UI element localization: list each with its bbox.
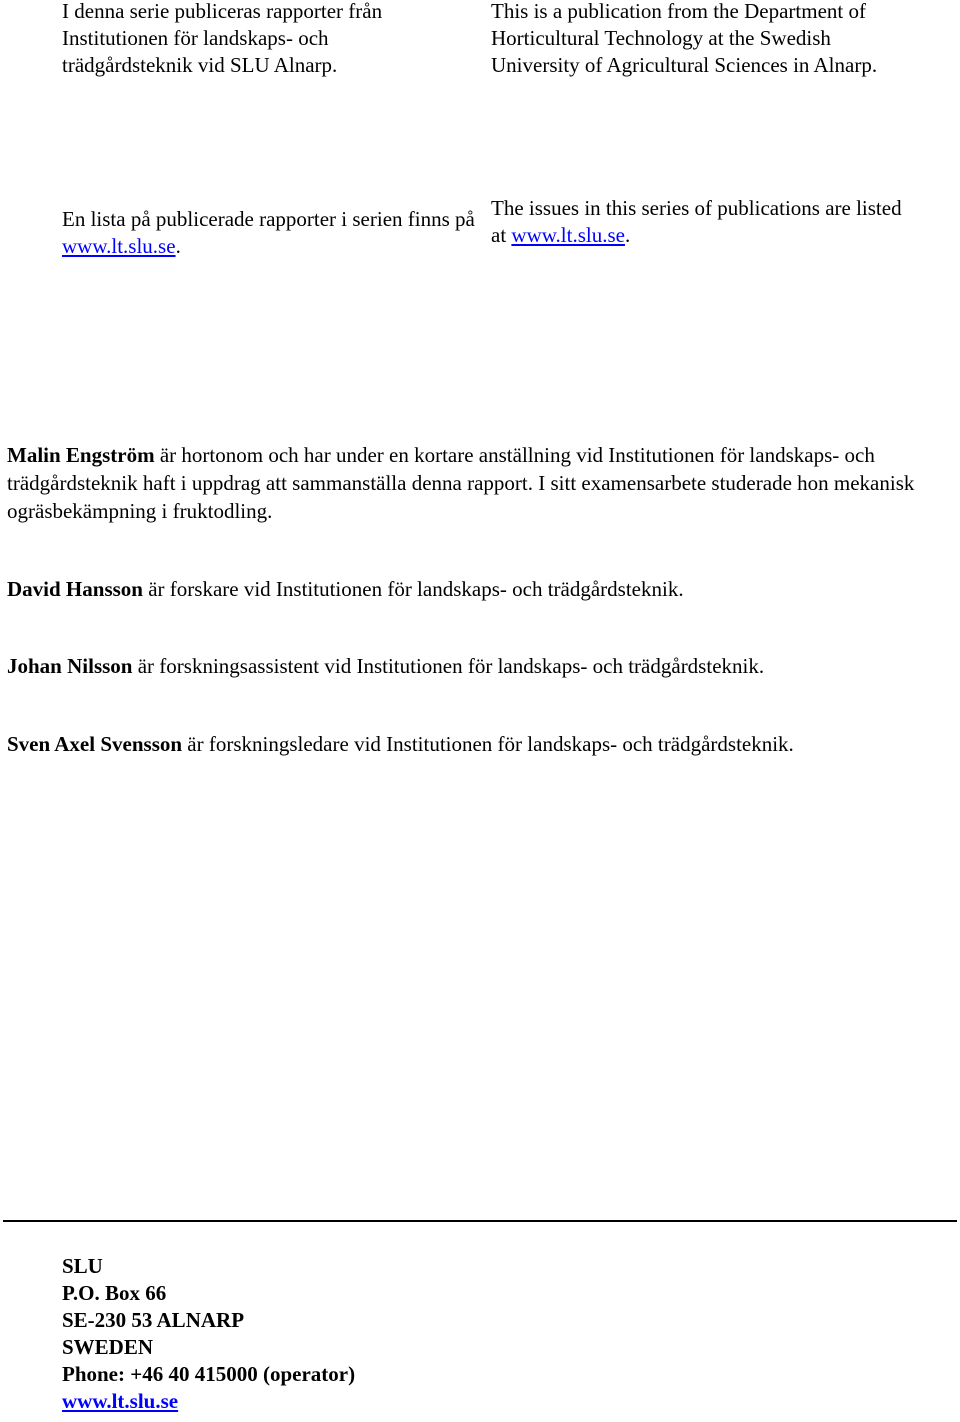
footer-address <box>62 1253 355 1415</box>
publication-list-english-text: The issues in this series of publications are listed at <box>491 196 902 247</box>
footer-divider <box>3 1220 957 1222</box>
footer-website-link[interactable]: www.lt.slu.se <box>62 1389 179 1413</box>
author-bio <box>7 730 952 758</box>
publications-link-swedish[interactable]: www.lt.slu.se <box>62 234 176 258</box>
publication-list-swedish-text: En lista på publicerade rapporter i serien finns på <box>62 207 475 231</box>
author-description: är forskare vid Institutionen för landskaps- och trädgårdsteknik. <box>142 577 684 601</box>
author-bio <box>7 652 952 680</box>
footer-phone: Phone: +46 40 415000 (operator) <box>62 1362 356 1386</box>
author-bio <box>7 575 952 603</box>
author-name: David Hansson <box>7 577 143 601</box>
footer-postal: SE-230 53 ALNARP <box>62 1308 245 1332</box>
footer-po-box: P.O. Box 66 <box>62 1281 167 1305</box>
author-description: är forskningsledare vid Institutionen för landskaps- och trädgårdsteknik. <box>182 732 794 756</box>
publications-link-english[interactable]: www.lt.slu.se <box>511 223 625 247</box>
author-name: Malin Engström <box>7 443 155 467</box>
author-name: Sven Axel Svensson <box>7 732 183 756</box>
author-description: är forskningsassistent vid Institutionen för landskaps- och trädgårdsteknik. <box>132 654 765 678</box>
publication-list-swedish <box>62 206 482 260</box>
publication-list-swedish-period: . <box>175 234 181 258</box>
author-name: Johan Nilsson <box>7 654 133 678</box>
author-bio <box>7 441 952 525</box>
publication-list-english-period: . <box>624 223 631 247</box>
series-info-swedish: I denna serie publiceras rapporter från Institutionen för landskaps- och trädgårdsteknik vid SLU Alnarp. <box>62 0 383 77</box>
publication-list-english <box>491 195 921 249</box>
series-info-english: This is a publication from the Department of Horticultural Technology at the Swedish University of Agricultural Sciences in Alnarp. <box>491 0 878 77</box>
footer-country: SWEDEN <box>62 1335 154 1359</box>
footer-org: SLU <box>62 1254 103 1278</box>
author-description: är hortonom och har under en kortare anställning vid Institutionen för landskaps- och trädgårdsteknik haft i uppdrag att sammanställa denna rapport. I sitt examensarbete studerade hon mekanisk ogräsbekämpning i fruktodling. <box>7 443 915 523</box>
